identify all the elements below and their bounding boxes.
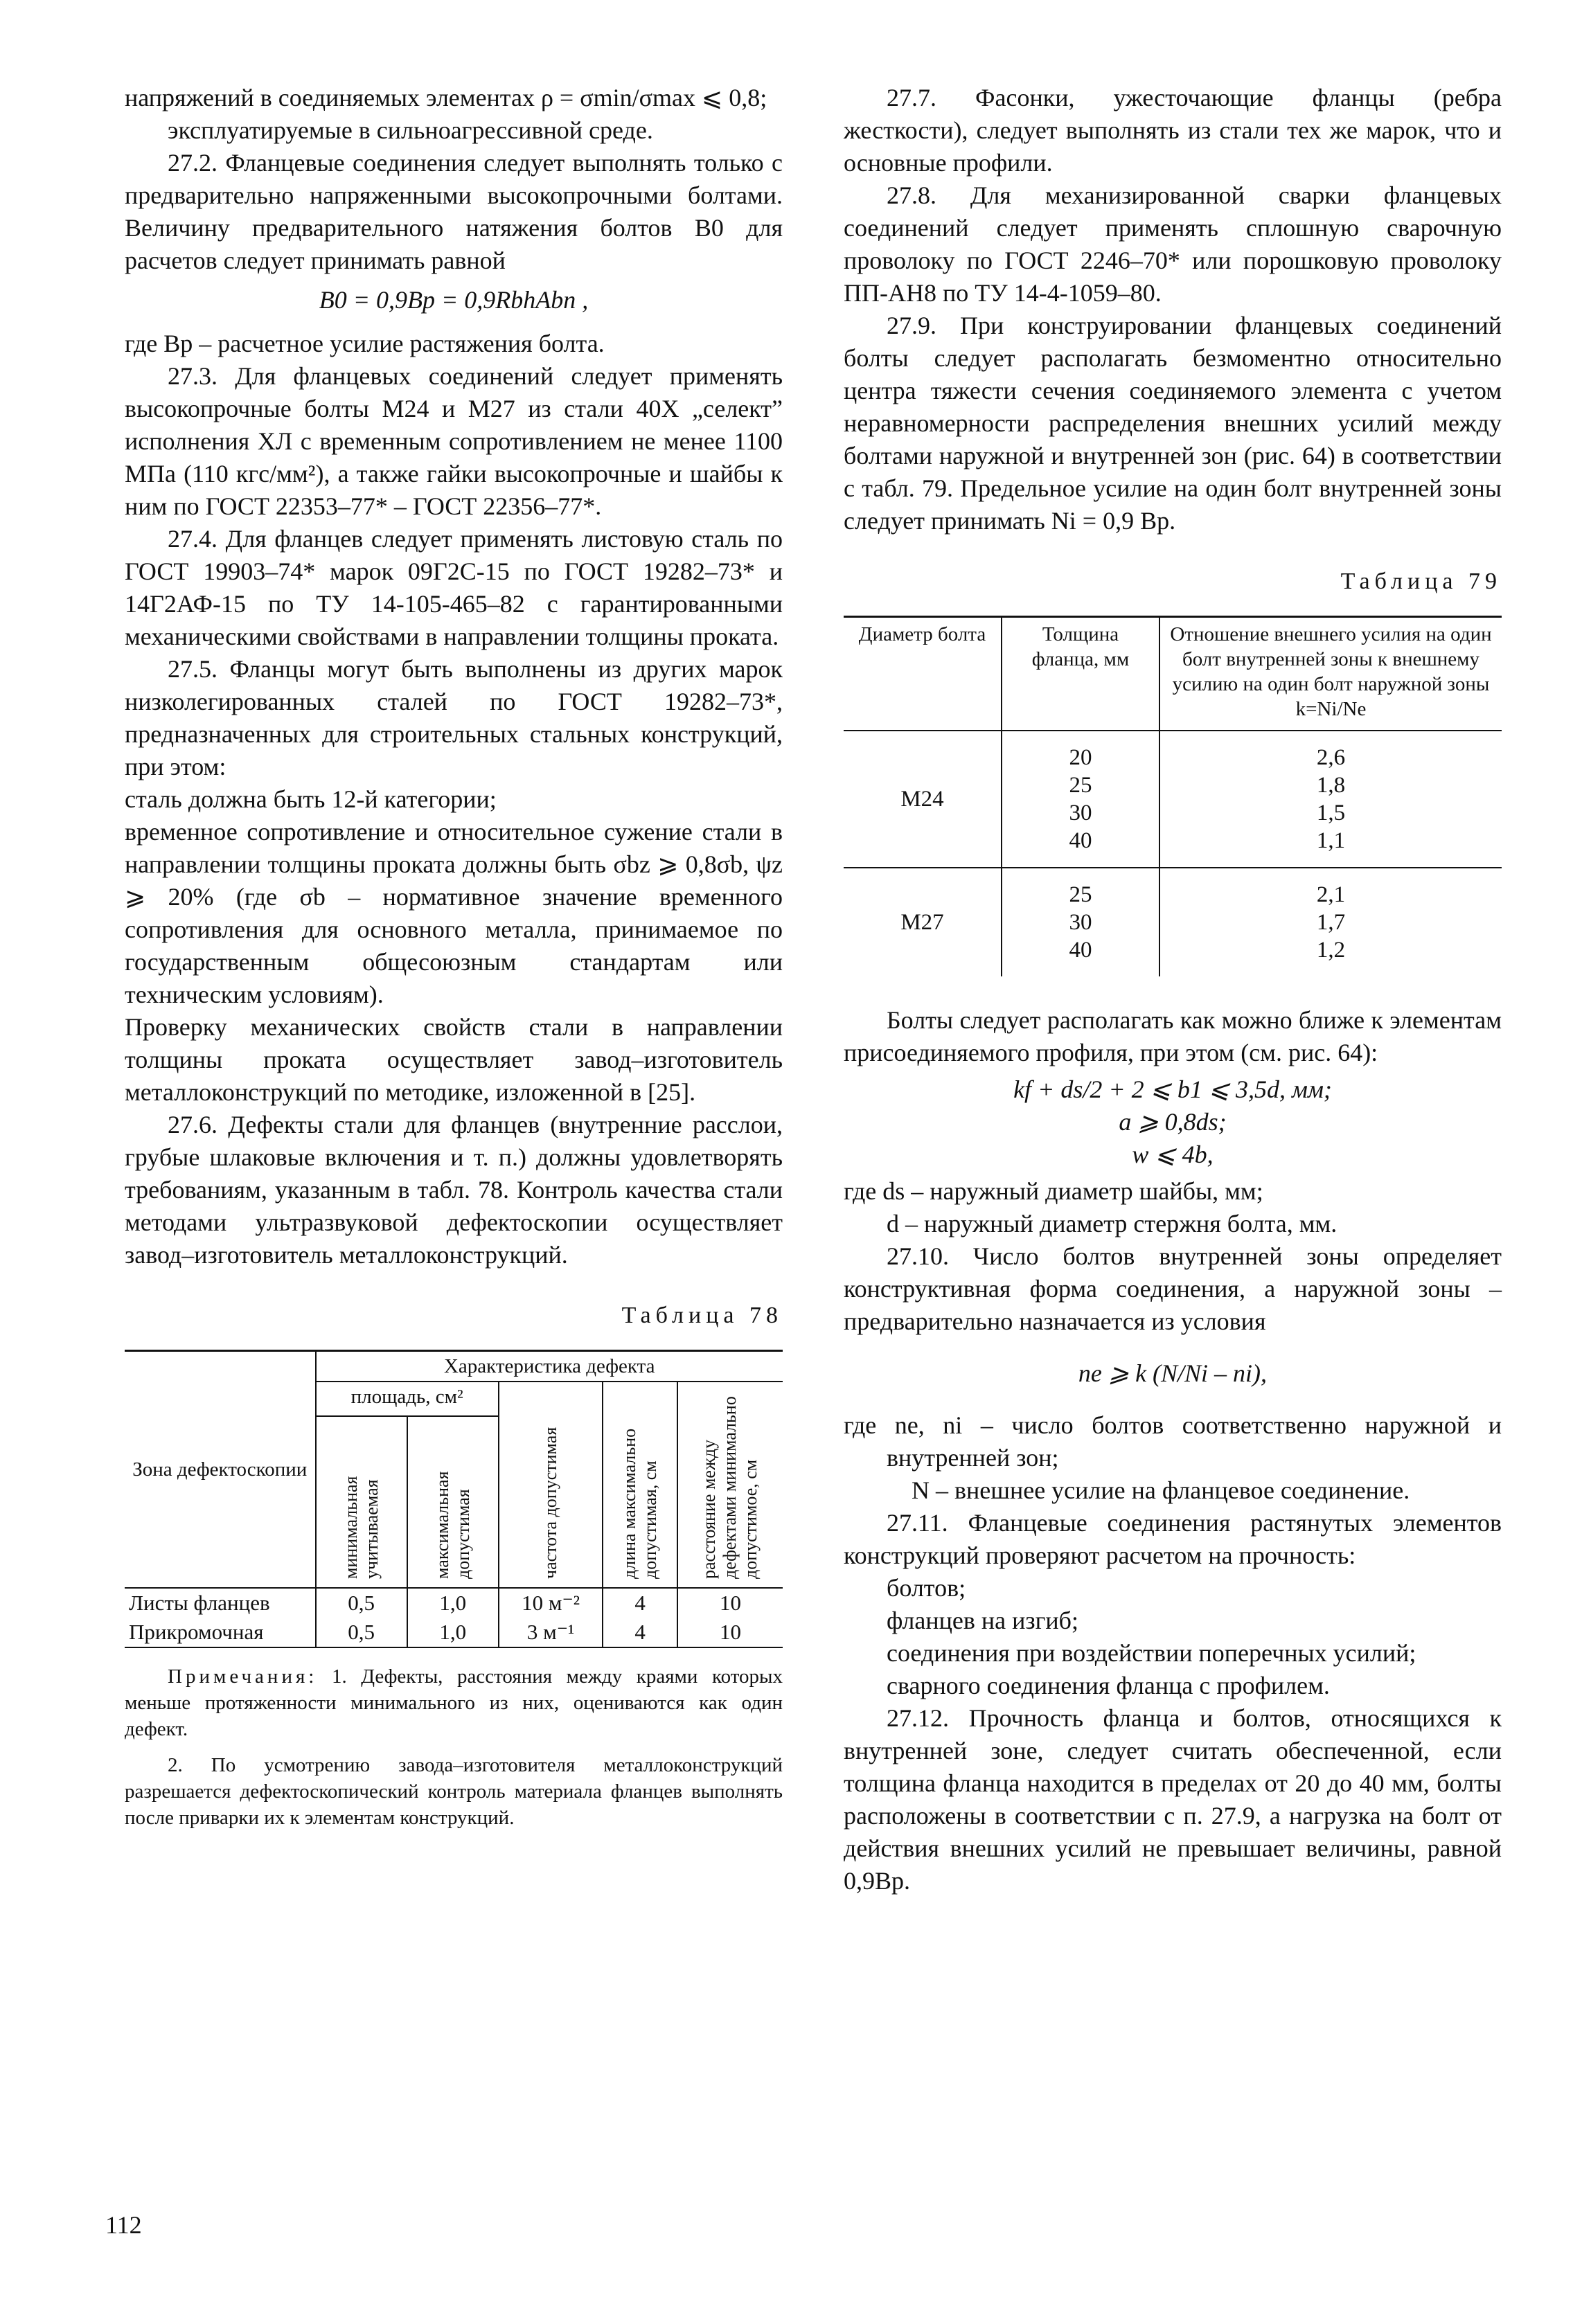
table-header: частота допустимая xyxy=(499,1382,603,1588)
paragraph-27-6: 27.6. Дефекты стали для фланцев (внутренние расслои, грубые шлаковые включения и т. п.) должны удовлетворять требованиям, указанным в табл. 78. Контроль качества стали методами ультразвуковой дефектоскопии осуществляет завод–изготовитель металлоконструкций. xyxy=(125,1111,783,1269)
table-header: расстояние между дефектами минимально допустимое, см xyxy=(677,1382,783,1588)
table-cell: 4 xyxy=(603,1588,677,1618)
note-2: 2. По усмотрению завода–изготовителя металлоконструкций разрешается дефектоскопический контроль материала фланцев выполнять после приварки их к элементам конструкций. xyxy=(125,1754,783,1829)
table-header: минимальная учитываемая xyxy=(316,1416,407,1588)
paragraph: временное сопротивление и относительное сужение стали в направлении толщины проката должны быть σbz ⩾ 0,8σb, ψz ⩾ 20% (где σb – нормативное значение временного сопротивления для основного металла, принимаемое по государственным общесоюзным стандартам или техническим условиям). xyxy=(125,818,783,1008)
paragraph-27-2: 27.2. Фланцевые соединения следует выполнять только с предварительно напряженными высокопрочными болтами. Величину предварительного натяжения болтов B0 для расчетов следует принимать равной xyxy=(125,149,783,274)
left-column xyxy=(125,82,783,1831)
table-79-caption: Таблица 79 xyxy=(1340,569,1502,594)
paragraph-27-12: 27.12. Прочность фланца и болтов, относящихся к внутренней зоне, следует считать обеспеченной, если толщина фланца находится в пределах от 20 до 40 мм, болты расположены в соответствии с п. 27.9, а нагрузка на болт от действия внешних усилий не превышает величины, равной 0,9Bp. xyxy=(844,1704,1502,1895)
paragraph: сталь должна быть 12-й категории; xyxy=(125,785,497,813)
paragraph: Проверку механических свойств стали в направлении толщины проката осуществляет завод–изготовитель металлоконструкций по методике, изложенной в [25]. xyxy=(125,1013,783,1106)
table-header: максимальная допустимая xyxy=(407,1416,499,1588)
table-cell: 0,5 xyxy=(316,1618,407,1647)
paragraph-27-3: 27.3. Для фланцевых соединений следует применять высокопрочные болты М24 и М27 из стали 40Х „селект” исполнения ХЛ с временным сопротивлением не менее 1100 МПа (110 кгс/мм²), а также гайки высокопрочные и шайбы к ним по ГОСТ 22353–77* – ГОСТ 22356–77*. xyxy=(125,362,783,520)
formula-ne: ne ⩾ k (N/Ni – ni), xyxy=(1078,1359,1268,1387)
paragraph: где ne, ni – число болтов соответственно наружной и внутренней зон; xyxy=(844,1411,1502,1472)
table-header: Характеристика дефекта xyxy=(316,1351,783,1382)
paragraph: где ds – наружный диаметр шайбы, мм; xyxy=(844,1177,1263,1205)
table-cell: 1,0 xyxy=(407,1588,499,1618)
table-cell: 1,0 xyxy=(407,1618,499,1647)
formula-b0: B0 = 0,9Bp = 0,9RbhAbn , xyxy=(319,286,589,314)
paragraph-27-5: 27.5. Фланцы могут быть выполнены из других марок низколегированных сталей по ГОСТ 19282–73*, предназначенных для строительных стальных конструкций, при этом: xyxy=(125,655,783,780)
table-79 xyxy=(844,616,1502,976)
table-cell: Прикромочная xyxy=(125,1618,316,1647)
table-cell: 10 xyxy=(677,1618,783,1647)
table-cell: М27 xyxy=(900,910,944,935)
table-cell: 2,6 1,8 1,5 1,1 xyxy=(1159,731,1502,868)
table-cell: 10 xyxy=(677,1588,783,1618)
table-header: длина максимально допустимая, см xyxy=(603,1382,677,1588)
paragraph-27-10: 27.10. Число болтов внутренней зоны определяет конструктивная форма соединения, а наружной зоны – предварительно назначается из условия xyxy=(844,1242,1502,1335)
paragraph-27-4: 27.4. Для фланцев следует применять листовую сталь по ГОСТ 19903–74* марок 09Г2С-15 по ГОСТ 19282–73* и 14Г2АФ-15 по ТУ 14-105-465–82 с гарантированными механическими свойствами в направлении толщины проката. xyxy=(125,525,783,650)
paragraph-27-11: 27.11. Фланцевые соединения растянутых элементов конструкций проверяют расчетом на прочность: xyxy=(844,1509,1502,1569)
paragraph: напряжений в соединяемых элементах ρ = σmin/σmax ⩽ 0,8; xyxy=(125,84,767,111)
table-header: Диаметр болта xyxy=(844,617,1002,731)
table-cell: 25 30 40 xyxy=(1002,868,1159,976)
table-cell: 4 xyxy=(603,1618,677,1647)
paragraph: d – наружный диаметр стержня болта, мм. xyxy=(887,1210,1337,1237)
paragraph-27-7: 27.7. Фасонки, ужесточающие фланцы (ребра жесткости), следует выполнять из стали тех же марок, что и основные профили. xyxy=(844,84,1502,177)
list-item: сварного соединения фланца с профилем. xyxy=(887,1672,1330,1699)
table-78-notes xyxy=(125,1663,783,1831)
paragraph-27-8: 27.8. Для механизированной сварки фланцевых соединений следует применять сплошную сварочную проволоку по ГОСТ 2246–70* или порошковую проволоку ПП-АН8 по ТУ 14-4-1059–80. xyxy=(844,181,1502,307)
page-number: 112 xyxy=(105,2211,142,2239)
paragraph: N – внешнее усилие на фланцевое соединение. xyxy=(912,1476,1410,1504)
right-column xyxy=(844,82,1502,1897)
table-row xyxy=(844,868,1502,976)
list-item: фланцев на изгиб; xyxy=(887,1607,1078,1634)
table-cell: 3 м⁻¹ xyxy=(499,1618,603,1647)
list-item: болтов; xyxy=(887,1574,966,1602)
table-cell: 2,1 1,7 1,2 xyxy=(1159,868,1502,976)
notes-title: Примечания: xyxy=(168,1665,318,1688)
table-header: Зона дефектоскопии xyxy=(125,1351,316,1589)
table-78-caption: Таблица 78 xyxy=(621,1303,783,1328)
paragraph: эксплуатируемые в сильноагрессивной среде. xyxy=(168,116,653,144)
table-78 xyxy=(125,1350,783,1648)
table-cell: М24 xyxy=(844,731,1002,868)
table-cell: 10 м⁻² xyxy=(499,1588,603,1618)
table-row xyxy=(125,1618,783,1647)
table-cell: Листы фланцев xyxy=(125,1588,316,1618)
paragraph: где Bp – расчетное усилие растяжения болта. xyxy=(125,330,605,357)
table-header: площадь, см² xyxy=(316,1382,499,1416)
formula-a: a ⩾ 0,8ds; xyxy=(1119,1108,1227,1136)
table-cell: 0,5 xyxy=(316,1588,407,1618)
table-row xyxy=(125,1588,783,1618)
table-cell: 20 25 30 40 xyxy=(1002,731,1159,868)
table-header: Толщина фланца, мм xyxy=(1002,617,1159,731)
formula-w: w ⩽ 4b, xyxy=(1132,1141,1214,1168)
table-header: Отношение внешнего усилия на один болт внутренней зоны к внешнему усилию на один болт наружной зоны k=Ni/Ne xyxy=(1159,617,1502,731)
table-row xyxy=(844,731,1502,868)
paragraph-27-9: 27.9. При конструировании фланцевых соединений болты следует располагать безмоментно относительно центра тяжести сечения соединяемого элемента с учетом неравномерности распределения внешних усилий между болтами наружной и внутренней зон (рис. 64) в соответствии с табл. 79. Предельное усилие на один болт внутренней зоны следует принимать Ni = 0,9 Bp. xyxy=(844,312,1502,535)
note-1: 1. Дефекты, расстояния между краями которых меньше протяженности минимального из них, оцениваются как один дефект. xyxy=(125,1665,783,1740)
formula-b1: kf + ds/2 + 2 ⩽ b1 ⩽ 3,5d, мм; xyxy=(1013,1075,1332,1103)
list-item: соединения при воздействии поперечных усилий; xyxy=(887,1639,1416,1667)
paragraph: Болты следует располагать как можно ближе к элементам присоединяемого профиля, при этом (см. рис. 64): xyxy=(844,1006,1502,1066)
